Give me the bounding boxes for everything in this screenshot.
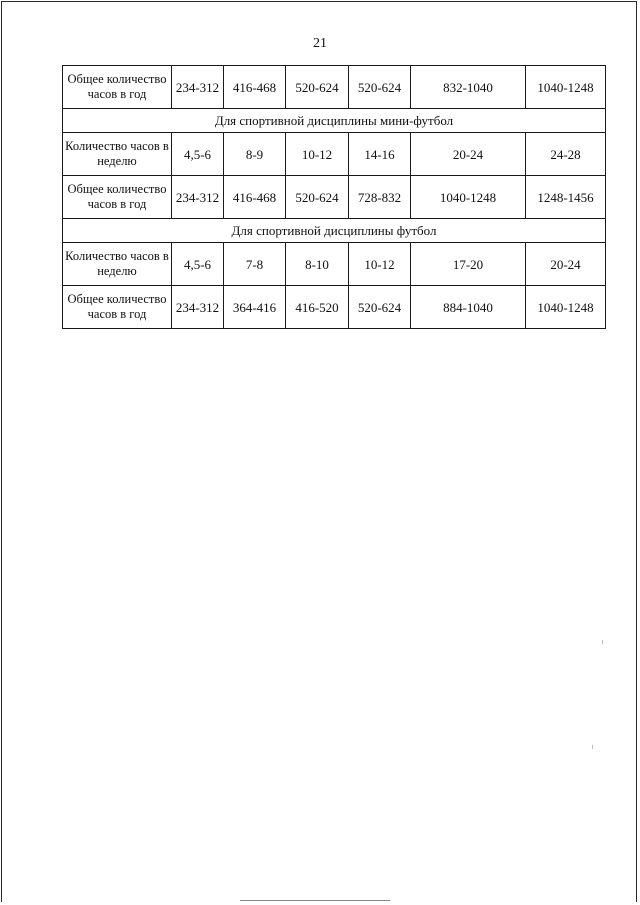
table-cell: 1040-1248 (526, 66, 606, 109)
table-cell: 1040-1248 (411, 176, 526, 219)
scan-speck (592, 745, 593, 749)
scan-speck (602, 640, 603, 644)
section-title: Для спортивной дисциплины футбол (63, 219, 606, 243)
table-cell: 8-9 (224, 133, 286, 176)
table-cell: 520-624 (349, 66, 411, 109)
row-label: Количество часов в неделю (63, 243, 172, 286)
row-label: Общее количество часов в год (63, 66, 172, 109)
table-cell: 24-28 (526, 133, 606, 176)
table-row (63, 133, 606, 176)
table-cell: 14-16 (349, 133, 411, 176)
table-cell: 416-468 (224, 66, 286, 109)
table-cell: 17-20 (411, 243, 526, 286)
section-title: Для спортивной дисциплины мини-футбол (63, 109, 606, 133)
table-cell: 416-520 (286, 286, 349, 329)
table-cell: 234-312 (172, 286, 224, 329)
hours-table-container (62, 65, 605, 329)
hours-table (62, 65, 606, 329)
table-row (63, 243, 606, 286)
table-cell: 4,5-6 (172, 133, 224, 176)
table-row (63, 176, 606, 219)
table-cell: 234-312 (172, 176, 224, 219)
bottom-edge-rule (240, 900, 390, 901)
table-cell: 416-468 (224, 176, 286, 219)
table-cell: 1040-1248 (526, 286, 606, 329)
table-cell: 520-624 (286, 176, 349, 219)
table-cell: 520-624 (349, 286, 411, 329)
table-row (63, 286, 606, 329)
table-cell: 364-416 (224, 286, 286, 329)
table-cell: 520-624 (286, 66, 349, 109)
table-cell: 20-24 (526, 243, 606, 286)
table-cell: 10-12 (349, 243, 411, 286)
table-row (63, 66, 606, 109)
page-number: 21 (313, 36, 327, 51)
table-cell: 234-312 (172, 66, 224, 109)
table-cell: 728-832 (349, 176, 411, 219)
table-cell: 20-24 (411, 133, 526, 176)
row-label: Количество часов в неделю (63, 133, 172, 176)
table-cell: 1248-1456 (526, 176, 606, 219)
table-cell: 10-12 (286, 133, 349, 176)
section-header-row (63, 109, 606, 133)
table-cell: 8-10 (286, 243, 349, 286)
hours-table-body (63, 66, 606, 329)
row-label: Общее количество часов в год (63, 176, 172, 219)
section-header-row (63, 219, 606, 243)
table-cell: 4,5-6 (172, 243, 224, 286)
table-cell: 832-1040 (411, 66, 526, 109)
table-cell: 884-1040 (411, 286, 526, 329)
row-label: Общее количество часов в год (63, 286, 172, 329)
table-cell: 7-8 (224, 243, 286, 286)
